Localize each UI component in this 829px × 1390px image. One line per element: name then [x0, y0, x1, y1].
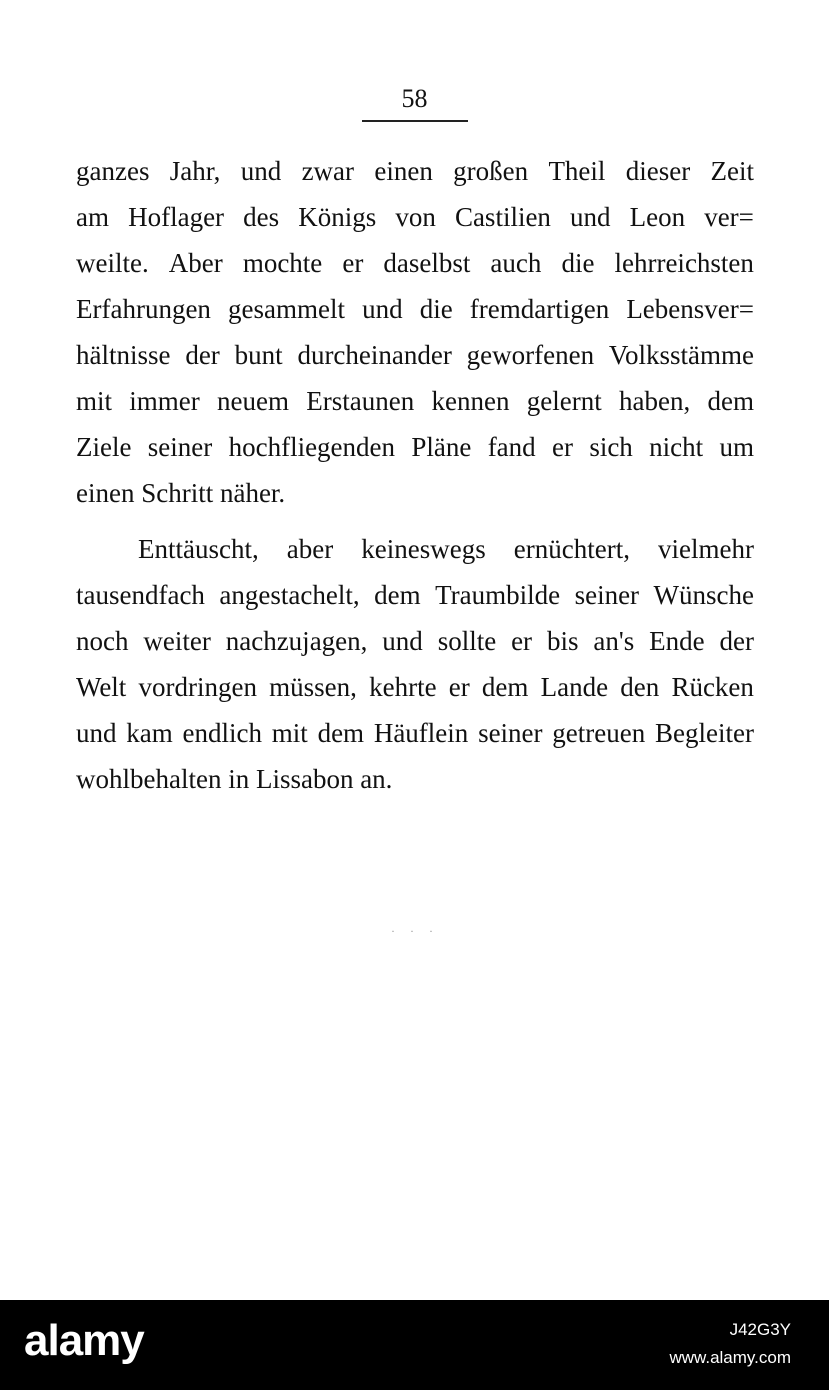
word: und: [76, 718, 117, 748]
word: kennen: [431, 386, 510, 416]
word: der: [719, 626, 754, 656]
word: sich: [589, 432, 633, 462]
word: ernüchtert,: [513, 534, 630, 564]
word: noch: [76, 626, 129, 656]
word: Häuflein: [373, 718, 469, 748]
word: Hoflager: [128, 202, 225, 232]
word: Ziele: [76, 432, 132, 462]
word: immer: [129, 386, 200, 416]
text-line: [76, 194, 754, 240]
word: dem: [707, 386, 754, 416]
word: er: [511, 626, 533, 656]
site-url: www.alamy.com: [669, 1348, 791, 1367]
page-number-rule: [362, 120, 468, 122]
word: Jahr,: [169, 156, 221, 186]
word: den: [620, 672, 660, 702]
word: ver=: [704, 202, 754, 232]
text-line: einen Schritt näher.: [76, 478, 286, 508]
word: sollte: [437, 626, 497, 656]
image-id: J42G3Y: [729, 1320, 791, 1339]
text-line: [76, 664, 754, 710]
word: angestachelt,: [219, 580, 360, 610]
word: Aber: [168, 248, 223, 278]
word: Lebensver=: [626, 294, 754, 324]
word: großen: [453, 156, 529, 186]
word: des: [243, 202, 280, 232]
text-line: [76, 286, 754, 332]
word: Ende: [649, 626, 705, 656]
page-ornament: · · ·: [391, 924, 439, 938]
text-line: [76, 618, 754, 664]
page-number: 58: [401, 84, 428, 113]
word: Castilien: [454, 202, 551, 232]
word: Erstaunen: [306, 386, 415, 416]
word: er: [552, 432, 573, 462]
word: Lande: [540, 672, 609, 702]
word: Zeit: [710, 156, 754, 186]
word: Theil: [548, 156, 606, 186]
alamy-logo: alamy: [24, 1316, 144, 1365]
word: Pläne: [411, 432, 472, 462]
word: weilte.: [76, 248, 149, 278]
word: die: [561, 248, 595, 278]
text-line: [76, 332, 754, 378]
word: Welt: [76, 672, 127, 702]
word: Leon: [629, 202, 686, 232]
word: hältnisse: [76, 340, 171, 370]
word: hochfliegenden: [228, 432, 396, 462]
word: daselbst: [383, 248, 471, 278]
word: dem: [374, 580, 421, 610]
word: dem: [317, 718, 365, 748]
word: mochte: [242, 248, 323, 278]
text-line: [76, 526, 754, 572]
word: vordringen: [138, 672, 257, 702]
word: mit: [76, 386, 113, 416]
word: dieser: [625, 156, 691, 186]
word: ganzes: [76, 156, 150, 186]
word: müssen,: [269, 672, 357, 702]
word: nicht: [649, 432, 704, 462]
word: und: [362, 294, 403, 324]
word: lehrreichsten: [614, 248, 754, 278]
word: geworfenen: [466, 340, 595, 370]
word: gelernt: [526, 386, 602, 416]
word: und: [240, 156, 282, 186]
watermark-banner: [0, 1300, 829, 1390]
text-line: [76, 240, 754, 286]
word: und: [570, 202, 611, 232]
word: gesammelt: [228, 294, 345, 324]
word: er: [342, 248, 364, 278]
word: endlich: [182, 718, 263, 748]
word: auch: [490, 248, 542, 278]
word: kehrte: [369, 672, 437, 702]
word: fremdartigen: [469, 294, 610, 324]
word: Enttäuscht,: [138, 534, 259, 564]
word: Königs: [298, 202, 377, 232]
word: nachzujagen,: [225, 626, 368, 656]
word: an's: [593, 626, 635, 656]
word: bis: [546, 626, 579, 656]
word: seiner: [147, 432, 213, 462]
text-line: [76, 378, 754, 424]
word: Wünsche: [653, 580, 754, 610]
word: mit: [271, 718, 308, 748]
word: Begleiter: [655, 718, 754, 748]
word: dem: [481, 672, 529, 702]
word: er: [448, 672, 470, 702]
word: um: [719, 432, 754, 462]
word: getreuen: [552, 718, 646, 748]
text-line: wohlbehalten in Lissabon an.: [76, 764, 393, 794]
word: und: [382, 626, 423, 656]
word: vielmehr: [657, 534, 754, 564]
word: Erfahrungen: [76, 294, 211, 324]
word: fand: [487, 432, 536, 462]
text-line: [76, 424, 754, 470]
word: haben,: [618, 386, 691, 416]
word: weiter: [143, 626, 211, 656]
word: seiner: [478, 718, 543, 748]
word: keineswegs: [361, 534, 486, 564]
text-line: [76, 710, 754, 756]
word: tausendfach: [76, 580, 205, 610]
word: von: [395, 202, 436, 232]
text-line: [76, 148, 754, 194]
word: der: [185, 340, 220, 370]
word: am: [76, 202, 109, 232]
word: aber: [286, 534, 334, 564]
word: Traumbilde: [435, 580, 561, 610]
word: zwar: [301, 156, 355, 186]
word: seiner: [574, 580, 640, 610]
word: Rücken: [671, 672, 754, 702]
word: durcheinander: [297, 340, 452, 370]
word: neuem: [217, 386, 290, 416]
word: Volksstämme: [608, 340, 754, 370]
text-line: [76, 572, 754, 618]
word: einen: [374, 156, 433, 186]
word: die: [419, 294, 453, 324]
word: bunt: [234, 340, 283, 370]
word: kam: [126, 718, 173, 748]
